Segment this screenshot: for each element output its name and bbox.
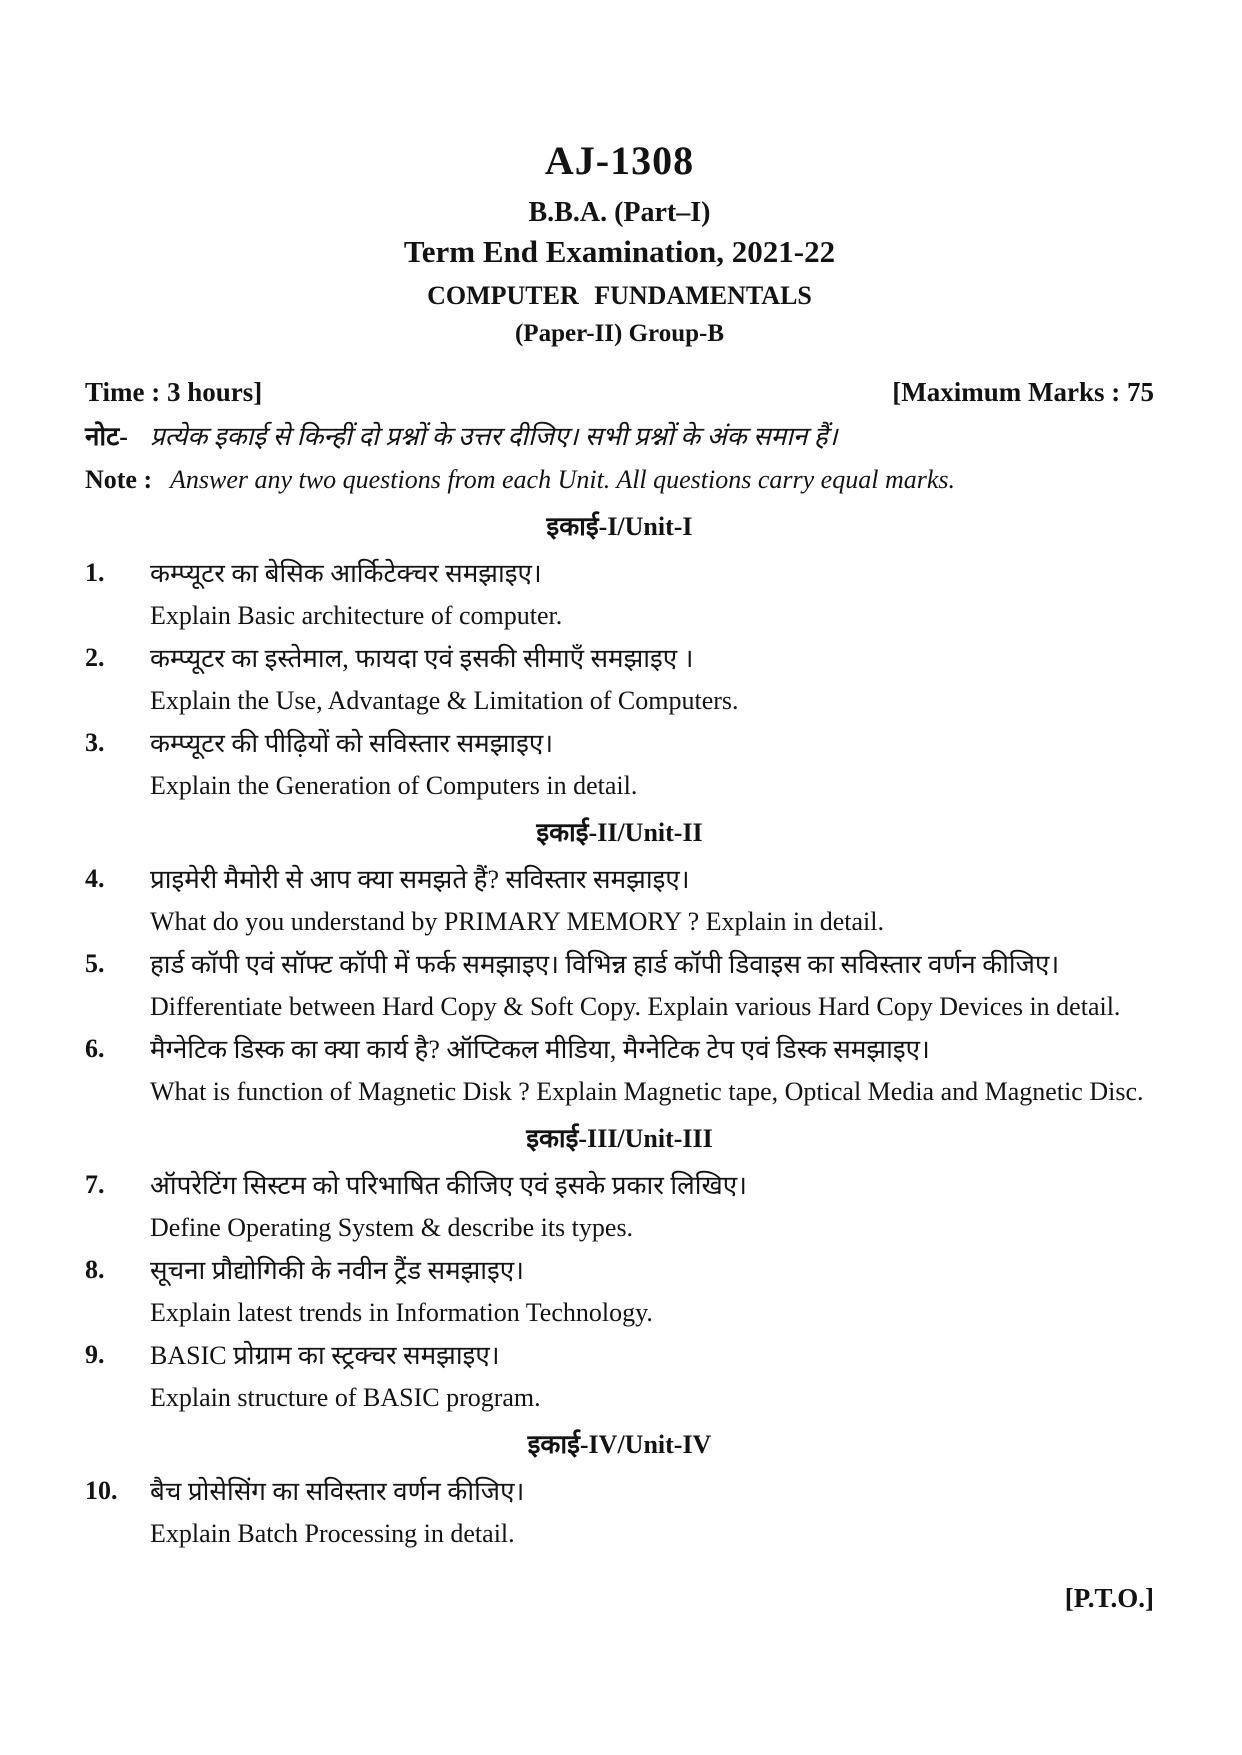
- question-number: 4.: [85, 864, 105, 894]
- question-list: [85, 1164, 1154, 1419]
- unit-heading: इकाई-I/Unit-I: [546, 512, 693, 542]
- question-text-hindi: प्राइमेरी मैमोरी से आप क्या समझते हैं? सविस्तार समझाइए।: [150, 865, 690, 895]
- unit-section: [85, 1424, 1154, 1555]
- note-english-label: Note :: [85, 465, 153, 495]
- time-allowed: Time : 3 hours]: [85, 377, 263, 408]
- question-text-english: Explain latest trends in Information Technology.: [150, 1298, 653, 1328]
- pto-label: [P.T.O.]: [1064, 1583, 1154, 1614]
- meta-row: [85, 371, 1154, 413]
- question-body: [150, 552, 1154, 637]
- question-text-english: Explain Basic architecture of computer.: [150, 601, 563, 631]
- note-english-text: Answer any two questions from each Unit. All questions carry equal marks.: [170, 465, 956, 495]
- question-text-hindi: कम्प्यूटर की पीढ़ियों को सविस्तार समझाइए।: [150, 729, 554, 759]
- question-number: 10.: [85, 1476, 118, 1506]
- question-number: 5.: [85, 949, 105, 979]
- question-item: [85, 1334, 1154, 1419]
- question-item: [85, 943, 1154, 1028]
- question-text-hindi: सूचना प्रौद्योगिकी के नवीन ट्रैंड समझाइए।: [150, 1256, 525, 1286]
- question-text-hindi: BASIC प्रोग्राम का स्ट्रक्चर समझाइए।: [150, 1341, 500, 1371]
- question-list: [85, 552, 1154, 807]
- paper-code: AJ-1308: [544, 138, 695, 183]
- question-number: 7.: [85, 1170, 105, 1200]
- question-number: 2.: [85, 643, 105, 673]
- unit-heading: इकाई-II/Unit-II: [536, 818, 703, 848]
- question-text-english: Explain structure of BASIC program.: [150, 1383, 541, 1413]
- question-text-english: Differentiate between Hard Copy & Soft Copy. Explain various Hard Copy Devices in detail.: [150, 992, 1121, 1022]
- paper-footer: [85, 1577, 1154, 1619]
- question-text-hindi: मैग्नेटिक डिस्क का क्या कार्य है? ऑप्टिकल मीडिया, मैग्नेटिक टेप एवं डिस्क समझाइए।: [150, 1035, 930, 1065]
- question-item: [85, 637, 1154, 722]
- question-body: [150, 943, 1154, 1028]
- subject-title: COMPUTER FUNDAMENTALS: [427, 280, 812, 310]
- question-text-english: What do you understand by PRIMARY MEMORY ? Explain in detail.: [150, 907, 884, 937]
- question-text-hindi: हार्ड कॉपी एवं सॉफ्ट कॉपी में फर्क समझाइए। विभिन्न हार्ड कॉपी डिवाइस का सविस्तार वर्णन कीजिए।: [150, 950, 1060, 980]
- exam-title: Term End Examination, 2021-22: [403, 234, 836, 270]
- question-list: [85, 1470, 1154, 1555]
- question-text-english: Explain the Generation of Computers in detail.: [150, 771, 638, 801]
- paper-header: [85, 140, 1154, 347]
- question-body: [150, 1028, 1154, 1113]
- question-text-english: What is function of Magnetic Disk ? Explain Magnetic tape, Optical Media and Magnetic Disc.: [150, 1077, 1144, 1107]
- unit-heading: इकाई-IV/Unit-IV: [527, 1430, 712, 1460]
- question-text-hindi: ऑपरेटिंग सिस्टम को परिभाषित कीजिए एवं इसके प्रकार लिखिए।: [150, 1171, 747, 1201]
- question-body: [150, 1249, 1154, 1334]
- unit-section: [85, 506, 1154, 807]
- question-number: 8.: [85, 1255, 105, 1285]
- sections: [85, 506, 1154, 1555]
- question-body: [150, 1164, 1154, 1249]
- maximum-marks: [Maximum Marks : 75: [892, 377, 1154, 408]
- note-hindi-label: नोट-: [85, 422, 128, 452]
- question-text-hindi: कम्प्यूटर का बेसिक आर्किटेक्चर समझाइए।: [150, 559, 542, 589]
- note-hindi-text: प्रत्येक इकाई से किन्हीं दो प्रश्नों के उत्तर दीजिए। सभी प्रश्नों के अंक समान हैं।: [150, 422, 838, 452]
- question-text-hindi: कम्प्यूटर का इस्तेमाल, फायदा एवं इसकी सीमाएँ समझाइए ।: [150, 644, 694, 674]
- paper-group: (Paper-II) Group-B: [514, 320, 725, 348]
- question-text-english: Explain Batch Processing in detail.: [150, 1519, 515, 1549]
- program-title: B.B.A. (Part–I): [528, 197, 711, 228]
- question-text-english: Explain the Use, Advantage & Limitation of Computers.: [150, 686, 739, 716]
- unit-section: [85, 1118, 1154, 1419]
- question-body: [150, 1470, 1154, 1555]
- question-number: 3.: [85, 728, 105, 758]
- unit-section: [85, 812, 1154, 1113]
- question-number: 9.: [85, 1340, 105, 1370]
- unit-heading: इकाई-III/Unit-III: [526, 1124, 713, 1154]
- question-item: [85, 1028, 1154, 1113]
- question-item: [85, 1249, 1154, 1334]
- question-number: 1.: [85, 558, 105, 588]
- note-hindi: [85, 415, 1154, 458]
- question-text-hindi: बैच प्रोसेसिंग का सविस्तार वर्णन कीजिए।: [150, 1477, 525, 1507]
- question-item: [85, 858, 1154, 943]
- question-item: [85, 1470, 1154, 1555]
- note-english: [85, 458, 1154, 501]
- question-text-english: Define Operating System & describe its types.: [150, 1213, 634, 1243]
- question-item: [85, 552, 1154, 637]
- question-body: [150, 722, 1154, 807]
- question-number: 6.: [85, 1034, 105, 1064]
- question-list: [85, 858, 1154, 1113]
- question-body: [150, 637, 1154, 722]
- question-item: [85, 722, 1154, 807]
- question-body: [150, 1334, 1154, 1419]
- question-body: [150, 858, 1154, 943]
- question-item: [85, 1164, 1154, 1249]
